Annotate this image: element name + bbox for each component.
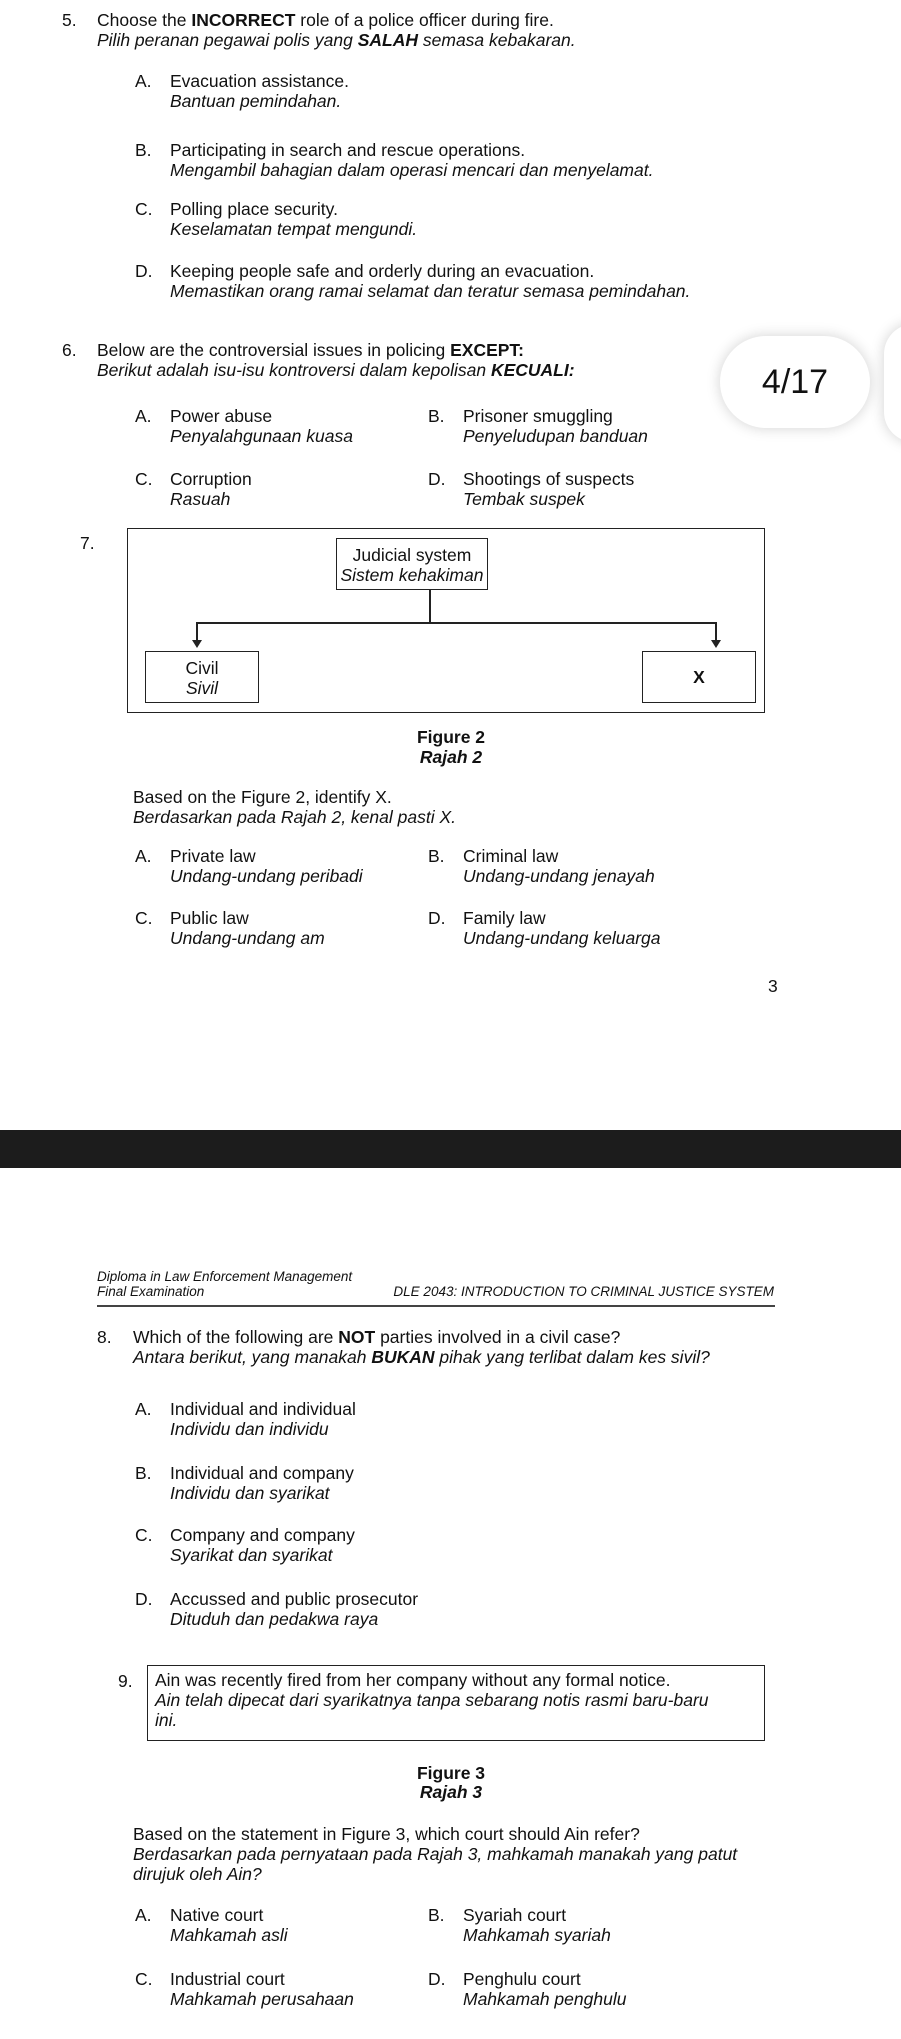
q8-stem-ms: Antara berikut, yang manakah BUKAN pihak yang terlibat dalam kes sivil? [133,1347,710,1367]
q9-stem-ms-line1: Berdasarkan pada pernyataan pada Rajah 3, mahkamah manakah yang patut [133,1844,738,1864]
figure-2-caption-en: Figure 2 [416,727,486,747]
q7-stem-en: Based on the Figure 2, identify X. [133,787,392,807]
figure-2-branch-line [196,622,716,624]
header-divider [97,1305,775,1307]
q6-stem-en: Below are the controversial issues in policing EXCEPT: [97,340,524,360]
q5-stem-en: Choose the INCORRECT role of a police officer during fire. [97,10,554,30]
q9-number: 9. [118,1671,133,1691]
figure-3-caption-ms: Rajah 3 [419,1782,483,1802]
q6-stem-ms: Berikut adalah isu-isu kontroversi dalam kepolisan KECUALI: [97,360,575,380]
header-course-code: DLE 2043: INTRODUCTION TO CRIMINAL JUSTICE SYSTEM [393,1284,774,1299]
figure-2-right-arrow [711,640,721,648]
q6-number: 6. [62,340,77,360]
figure-3-box: Ain was recently fired from her company without any formal notice. Ain telah dipecat dari syarikatnya tanpa sebarang notis rasmi baru-baru ini. [147,1665,765,1741]
figure-3-caption-en: Figure 3 [416,1763,486,1783]
q7-number: 7. [80,533,95,553]
figure-2-left-arrow [192,640,202,648]
figure-2-x-node: X [642,651,756,703]
page-indicator[interactable]: 4/17 [720,336,870,428]
q9-stem-en: Based on the statement in Figure 3, which court should Ain refer? [133,1824,640,1844]
page-indicator-edge [884,324,901,442]
header-course: Diploma in Law Enforcement Management [97,1269,353,1284]
figure-2-stem-line [429,590,431,623]
header-exam: Final Examination [97,1284,205,1299]
figure-2-civil-node: Civil Sivil [145,651,259,703]
q8-stem-en: Which of the following are NOT parties involved in a civil case? [133,1327,621,1347]
q5-number: 5. [62,10,77,30]
page-break [0,1130,901,1168]
q5-stem-ms: Pilih peranan pegawai polis yang SALAH semasa kebakaran. [97,30,576,50]
q9-stem-ms-line2: dirujuk oleh Ain? [133,1864,262,1884]
q8-number: 8. [97,1327,112,1347]
page-number: 3 [768,976,778,996]
figure-2-root-node: Judicial system Sistem kehakiman [336,538,488,590]
q7-stem-ms: Berdasarkan pada Rajah 2, kenal pasti X. [133,807,456,827]
figure-2-caption-ms: Rajah 2 [419,747,483,767]
